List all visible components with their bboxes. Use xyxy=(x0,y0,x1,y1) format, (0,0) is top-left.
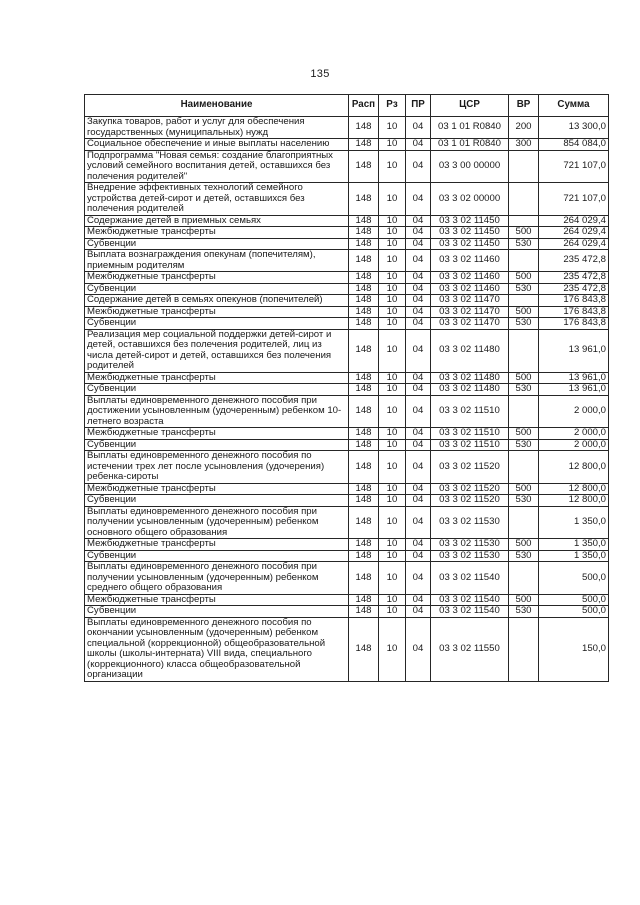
cell-name: Межбюджетные трансферты xyxy=(85,594,349,606)
cell-rz: 10 xyxy=(379,506,406,539)
cell-name: Межбюджетные трансферты xyxy=(85,272,349,284)
cell-pr: 04 xyxy=(406,139,431,151)
cell-rasp: 148 xyxy=(349,283,379,295)
cell-sum: 12 800,0 xyxy=(539,495,609,507)
cell-pr: 04 xyxy=(406,428,431,440)
cell-rasp: 148 xyxy=(349,439,379,451)
cell-name: Межбюджетные трансферты xyxy=(85,483,349,495)
cell-vr: 530 xyxy=(509,283,539,295)
cell-vr: 500 xyxy=(509,306,539,318)
cell-name: Закупка товаров, работ и услуг для обеспечения государственных (муниципальных) нужд xyxy=(85,117,349,139)
table-row xyxy=(85,318,609,330)
cell-name: Выплаты единовременного денежного пособия по истечении трех лет после усыновления (удочерения) ребенка-сироты xyxy=(85,451,349,484)
table-row xyxy=(85,227,609,239)
cell-sum: 1 350,0 xyxy=(539,539,609,551)
table-row xyxy=(85,439,609,451)
cell-sum: 12 800,0 xyxy=(539,451,609,484)
header-csr: ЦСР xyxy=(431,95,509,117)
cell-csr: 03 1 01 R0840 xyxy=(431,117,509,139)
cell-rasp: 148 xyxy=(349,272,379,284)
cell-name: Выплата вознаграждения опекунам (попечителям), приемным родителям xyxy=(85,250,349,272)
cell-name: Выплаты единовременного денежного пособия при получении усыновленным (удочеренным) ребенком среднего общего образования xyxy=(85,562,349,595)
cell-rasp: 148 xyxy=(349,562,379,595)
cell-pr: 04 xyxy=(406,295,431,307)
cell-vr xyxy=(509,506,539,539)
cell-name: Выплаты единовременного денежного пособия при достижении усыновленным (удочеренным) ребенком 10-летнего возраста xyxy=(85,395,349,428)
cell-name: Межбюджетные трансферты xyxy=(85,539,349,551)
cell-sum: 2 000,0 xyxy=(539,395,609,428)
cell-rz: 10 xyxy=(379,150,406,183)
cell-vr: 530 xyxy=(509,550,539,562)
cell-pr: 04 xyxy=(406,483,431,495)
cell-rasp: 148 xyxy=(349,395,379,428)
table-row xyxy=(85,295,609,307)
cell-csr: 03 3 02 11520 xyxy=(431,483,509,495)
cell-sum: 264 029,4 xyxy=(539,215,609,227)
cell-vr: 500 xyxy=(509,428,539,440)
cell-name: Межбюджетные трансферты xyxy=(85,428,349,440)
table-row xyxy=(85,562,609,595)
cell-name: Социальное обеспечение и иные выплаты населению xyxy=(85,139,349,151)
cell-rz: 10 xyxy=(379,139,406,151)
cell-name: Межбюджетные трансферты xyxy=(85,227,349,239)
cell-csr: 03 3 02 11520 xyxy=(431,451,509,484)
cell-csr: 03 3 02 11530 xyxy=(431,539,509,551)
cell-sum: 500,0 xyxy=(539,562,609,595)
cell-name: Субвенции xyxy=(85,439,349,451)
cell-csr: 03 3 02 11450 xyxy=(431,238,509,250)
cell-csr: 03 3 02 11550 xyxy=(431,617,509,681)
table-row xyxy=(85,506,609,539)
cell-csr: 03 3 02 11480 xyxy=(431,329,509,372)
cell-rz: 10 xyxy=(379,215,406,227)
cell-sum: 264 029,4 xyxy=(539,238,609,250)
cell-name: Подпрограмма "Новая семья: создание благоприятных условий семейного воспитания детей, оставшихся без полечения родителей" xyxy=(85,150,349,183)
cell-vr: 200 xyxy=(509,117,539,139)
cell-vr: 500 xyxy=(509,272,539,284)
cell-pr: 04 xyxy=(406,329,431,372)
cell-pr: 04 xyxy=(406,617,431,681)
cell-sum: 13 300,0 xyxy=(539,117,609,139)
cell-rasp: 148 xyxy=(349,384,379,396)
cell-pr: 04 xyxy=(406,183,431,216)
cell-vr xyxy=(509,250,539,272)
table-row xyxy=(85,372,609,384)
table-row xyxy=(85,451,609,484)
cell-rz: 10 xyxy=(379,539,406,551)
cell-vr: 500 xyxy=(509,372,539,384)
cell-csr: 03 3 02 11460 xyxy=(431,272,509,284)
cell-csr: 03 3 02 11470 xyxy=(431,295,509,307)
cell-rasp: 148 xyxy=(349,617,379,681)
cell-rasp: 148 xyxy=(349,318,379,330)
cell-pr: 04 xyxy=(406,550,431,562)
header-name: Наименование xyxy=(85,95,349,117)
table-row xyxy=(85,428,609,440)
budget-table xyxy=(84,94,609,682)
table-row xyxy=(85,139,609,151)
cell-rz: 10 xyxy=(379,550,406,562)
table-row xyxy=(85,495,609,507)
table-row xyxy=(85,272,609,284)
header-sum: Сумма xyxy=(539,95,609,117)
cell-csr: 03 3 02 11450 xyxy=(431,227,509,239)
cell-sum: 2 000,0 xyxy=(539,439,609,451)
cell-pr: 04 xyxy=(406,215,431,227)
cell-vr: 530 xyxy=(509,439,539,451)
cell-rz: 10 xyxy=(379,238,406,250)
cell-rasp: 148 xyxy=(349,183,379,216)
cell-rasp: 148 xyxy=(349,295,379,307)
cell-sum: 2 000,0 xyxy=(539,428,609,440)
cell-pr: 04 xyxy=(406,539,431,551)
cell-name: Межбюджетные трансферты xyxy=(85,306,349,318)
cell-vr xyxy=(509,215,539,227)
cell-csr: 03 3 02 11520 xyxy=(431,495,509,507)
cell-csr: 03 3 02 11540 xyxy=(431,562,509,595)
cell-pr: 04 xyxy=(406,395,431,428)
cell-csr: 03 3 02 11530 xyxy=(431,506,509,539)
cell-rz: 10 xyxy=(379,428,406,440)
cell-rz: 10 xyxy=(379,117,406,139)
cell-pr: 04 xyxy=(406,250,431,272)
cell-vr: 500 xyxy=(509,483,539,495)
cell-vr: 500 xyxy=(509,227,539,239)
cell-sum: 721 107,0 xyxy=(539,150,609,183)
cell-rz: 10 xyxy=(379,594,406,606)
table-row xyxy=(85,150,609,183)
cell-csr: 03 3 02 11510 xyxy=(431,428,509,440)
cell-rasp: 148 xyxy=(349,550,379,562)
cell-sum: 235 472,8 xyxy=(539,283,609,295)
cell-vr: 530 xyxy=(509,495,539,507)
cell-sum: 1 350,0 xyxy=(539,550,609,562)
cell-sum: 500,0 xyxy=(539,594,609,606)
header-vr: ВР xyxy=(509,95,539,117)
cell-sum: 13 961,0 xyxy=(539,329,609,372)
cell-csr: 03 3 02 11460 xyxy=(431,283,509,295)
table-row xyxy=(85,238,609,250)
cell-rasp: 148 xyxy=(349,506,379,539)
table-row xyxy=(85,306,609,318)
header-rz: Рз xyxy=(379,95,406,117)
cell-csr: 03 3 02 11480 xyxy=(431,384,509,396)
cell-rz: 10 xyxy=(379,562,406,595)
cell-pr: 04 xyxy=(406,238,431,250)
cell-csr: 03 3 02 11530 xyxy=(431,550,509,562)
cell-sum: 264 029,4 xyxy=(539,227,609,239)
cell-rz: 10 xyxy=(379,306,406,318)
cell-name: Субвенции xyxy=(85,550,349,562)
cell-pr: 04 xyxy=(406,318,431,330)
table-row xyxy=(85,250,609,272)
cell-pr: 04 xyxy=(406,306,431,318)
cell-pr: 04 xyxy=(406,384,431,396)
cell-sum: 854 084,0 xyxy=(539,139,609,151)
cell-sum: 13 961,0 xyxy=(539,372,609,384)
cell-sum: 176 843,8 xyxy=(539,306,609,318)
cell-rz: 10 xyxy=(379,295,406,307)
cell-pr: 04 xyxy=(406,227,431,239)
cell-vr xyxy=(509,295,539,307)
cell-name: Межбюджетные трансферты xyxy=(85,372,349,384)
cell-rz: 10 xyxy=(379,617,406,681)
cell-csr: 03 3 02 11510 xyxy=(431,439,509,451)
cell-vr: 300 xyxy=(509,139,539,151)
cell-vr xyxy=(509,617,539,681)
cell-pr: 04 xyxy=(406,506,431,539)
cell-csr: 03 3 02 11510 xyxy=(431,395,509,428)
table-row xyxy=(85,539,609,551)
cell-name: Субвенции xyxy=(85,495,349,507)
cell-vr xyxy=(509,183,539,216)
cell-name: Выплаты единовременного денежного пособия по окончании усыновленным (удочеренным) ребенком специальной (коррекционной) общеобразовательной школы (школы-интерната) VIII вида, специального (коррекционного) класса общеобразовательной организации xyxy=(85,617,349,681)
cell-rasp: 148 xyxy=(349,215,379,227)
cell-sum: 1 350,0 xyxy=(539,506,609,539)
cell-rasp: 148 xyxy=(349,372,379,384)
table-row xyxy=(85,117,609,139)
cell-rz: 10 xyxy=(379,283,406,295)
cell-sum: 12 800,0 xyxy=(539,483,609,495)
table-row xyxy=(85,395,609,428)
table-row xyxy=(85,384,609,396)
cell-csr: 03 3 00 00000 xyxy=(431,150,509,183)
cell-vr xyxy=(509,451,539,484)
table-row xyxy=(85,550,609,562)
header-rasp: Расп xyxy=(349,95,379,117)
cell-rz: 10 xyxy=(379,227,406,239)
cell-rz: 10 xyxy=(379,318,406,330)
cell-rz: 10 xyxy=(379,451,406,484)
cell-csr: 03 3 02 11470 xyxy=(431,318,509,330)
table-row xyxy=(85,283,609,295)
cell-name: Содержание детей в приемных семьях xyxy=(85,215,349,227)
cell-vr: 530 xyxy=(509,318,539,330)
cell-rasp: 148 xyxy=(349,139,379,151)
cell-pr: 04 xyxy=(406,606,431,618)
cell-rasp: 148 xyxy=(349,117,379,139)
cell-rasp: 148 xyxy=(349,428,379,440)
table-row xyxy=(85,329,609,372)
cell-rasp: 148 xyxy=(349,250,379,272)
cell-name: Реализация мер социальной поддержки детей-сирот и детей, оставшихся без полечения родителей, лиц из числа детей-сирот и детей, оставшихся без полечения родителей xyxy=(85,329,349,372)
cell-rasp: 148 xyxy=(349,150,379,183)
cell-pr: 04 xyxy=(406,150,431,183)
table-row xyxy=(85,215,609,227)
cell-csr: 03 3 02 11480 xyxy=(431,372,509,384)
table-row xyxy=(85,594,609,606)
cell-vr xyxy=(509,329,539,372)
cell-name: Субвенции xyxy=(85,283,349,295)
cell-vr: 530 xyxy=(509,606,539,618)
cell-rz: 10 xyxy=(379,384,406,396)
cell-sum: 150,0 xyxy=(539,617,609,681)
cell-rasp: 148 xyxy=(349,306,379,318)
table-header-row xyxy=(85,95,609,117)
cell-vr: 530 xyxy=(509,384,539,396)
header-pr: ПР xyxy=(406,95,431,117)
cell-rz: 10 xyxy=(379,183,406,216)
cell-name: Выплаты единовременного денежного пособия при получении усыновленным (удочеренным) ребенком основного общего образования xyxy=(85,506,349,539)
cell-pr: 04 xyxy=(406,372,431,384)
cell-csr: 03 3 02 11540 xyxy=(431,594,509,606)
cell-rz: 10 xyxy=(379,495,406,507)
cell-rz: 10 xyxy=(379,439,406,451)
cell-vr: 500 xyxy=(509,594,539,606)
cell-rasp: 148 xyxy=(349,227,379,239)
cell-pr: 04 xyxy=(406,562,431,595)
cell-vr: 500 xyxy=(509,539,539,551)
cell-csr: 03 3 02 11450 xyxy=(431,215,509,227)
cell-sum: 721 107,0 xyxy=(539,183,609,216)
cell-rasp: 148 xyxy=(349,451,379,484)
cell-sum: 500,0 xyxy=(539,606,609,618)
cell-csr: 03 3 02 00000 xyxy=(431,183,509,216)
cell-sum: 176 843,8 xyxy=(539,318,609,330)
cell-vr xyxy=(509,150,539,183)
cell-name: Субвенции xyxy=(85,606,349,618)
cell-pr: 04 xyxy=(406,117,431,139)
cell-csr: 03 1 01 R0840 xyxy=(431,139,509,151)
cell-pr: 04 xyxy=(406,495,431,507)
cell-sum: 176 843,8 xyxy=(539,295,609,307)
cell-rasp: 148 xyxy=(349,483,379,495)
cell-rz: 10 xyxy=(379,395,406,428)
cell-rasp: 148 xyxy=(349,594,379,606)
cell-vr: 530 xyxy=(509,238,539,250)
cell-name: Субвенции xyxy=(85,318,349,330)
cell-sum: 235 472,8 xyxy=(539,272,609,284)
table-row xyxy=(85,483,609,495)
cell-csr: 03 3 02 11540 xyxy=(431,606,509,618)
page-number: 135 xyxy=(310,68,330,80)
cell-name: Субвенции xyxy=(85,384,349,396)
cell-pr: 04 xyxy=(406,439,431,451)
cell-sum: 13 961,0 xyxy=(539,384,609,396)
cell-rasp: 148 xyxy=(349,495,379,507)
cell-pr: 04 xyxy=(406,594,431,606)
table-body xyxy=(85,117,609,682)
cell-rasp: 148 xyxy=(349,329,379,372)
cell-csr: 03 3 02 11470 xyxy=(431,306,509,318)
cell-name: Внедрение эффективных технологий семейного устройства детей-сирот и детей, оставшихся без полечения родителей xyxy=(85,183,349,216)
cell-name: Содержание детей в семьях опекунов (попечителей) xyxy=(85,295,349,307)
cell-sum: 235 472,8 xyxy=(539,250,609,272)
table-row xyxy=(85,606,609,618)
cell-pr: 04 xyxy=(406,451,431,484)
cell-vr xyxy=(509,562,539,595)
table-row xyxy=(85,183,609,216)
cell-csr: 03 3 02 11460 xyxy=(431,250,509,272)
cell-rasp: 148 xyxy=(349,238,379,250)
table-row xyxy=(85,617,609,681)
cell-rz: 10 xyxy=(379,272,406,284)
cell-rz: 10 xyxy=(379,250,406,272)
cell-rz: 10 xyxy=(379,606,406,618)
cell-pr: 04 xyxy=(406,272,431,284)
cell-pr: 04 xyxy=(406,283,431,295)
cell-rz: 10 xyxy=(379,483,406,495)
cell-vr xyxy=(509,395,539,428)
cell-rasp: 148 xyxy=(349,606,379,618)
cell-rz: 10 xyxy=(379,372,406,384)
cell-rasp: 148 xyxy=(349,539,379,551)
cell-rz: 10 xyxy=(379,329,406,372)
cell-name: Субвенции xyxy=(85,238,349,250)
